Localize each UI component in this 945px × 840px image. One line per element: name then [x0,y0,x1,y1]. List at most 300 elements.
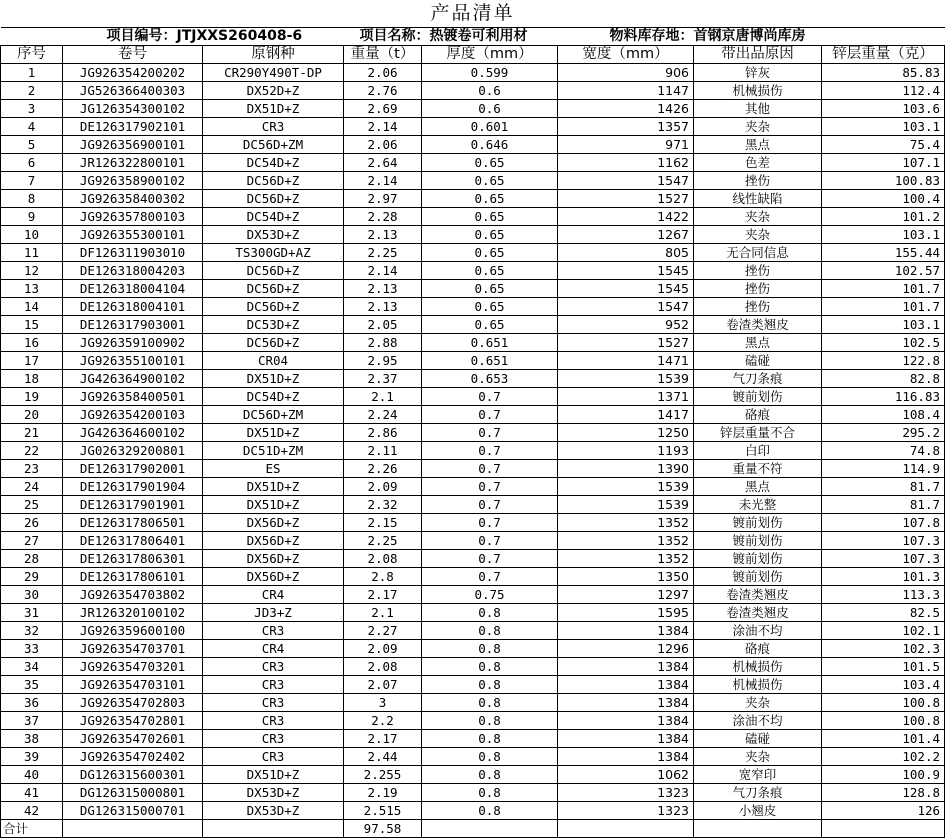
steel-grade: DC56D+Z [203,334,344,352]
zinc-coating-weight: 103.6 [822,100,945,118]
thickness: 0.8 [422,622,558,640]
coil-number: JG926354703802 [63,586,203,604]
width: 1352 [558,514,694,532]
defect-reason: 磕碰 [694,730,822,748]
zinc-coating-weight: 100.83 [822,172,945,190]
table-row [1,118,945,136]
steel-grade: DX56D+Z [203,514,344,532]
table-row [1,244,945,262]
row-index: 24 [1,478,63,496]
thickness: 0.7 [422,514,558,532]
zinc-coating-weight: 112.4 [822,82,945,100]
row-index: 2 [1,82,63,100]
table-row [1,478,945,496]
total-row [1,820,945,838]
steel-grade: DC53D+Z [203,316,344,334]
coil-number: JR126322800101 [63,154,203,172]
width: 1267 [558,226,694,244]
row-index: 23 [1,460,63,478]
table-row [1,424,945,442]
col-header-weight: 重量（t） [344,46,422,64]
weight: 2.11 [344,442,422,460]
steel-grade: DX53D+Z [203,784,344,802]
coil-number: JG526366400303 [63,82,203,100]
zinc-coating-weight: 102.57 [822,262,945,280]
weight: 2.1 [344,604,422,622]
steel-grade: DX52D+Z [203,82,344,100]
zinc-coating-weight: 114.9 [822,460,945,478]
row-index: 20 [1,406,63,424]
weight: 2.97 [344,190,422,208]
weight: 2.05 [344,316,422,334]
coil-number: JG926354702601 [63,730,203,748]
zinc-coating-weight: 82.8 [822,370,945,388]
row-index: 12 [1,262,63,280]
zinc-coating-weight: 74.8 [822,442,945,460]
zinc-coating-weight: 107.8 [822,514,945,532]
row-index: 14 [1,298,63,316]
steel-grade: CR3 [203,748,344,766]
zinc-coating-weight: 108.4 [822,406,945,424]
coil-number: DE126317902001 [63,460,203,478]
steel-grade: DC56D+ZM [203,406,344,424]
coil-number: JG926354702803 [63,694,203,712]
steel-grade: DX51D+Z [203,478,344,496]
defect-reason: 其他 [694,100,822,118]
table-row [1,136,945,154]
zinc-coating-weight: 100.8 [822,712,945,730]
zinc-coating-weight: 122.8 [822,352,945,370]
weight: 2.14 [344,262,422,280]
coil-number: JG026329200801 [63,442,203,460]
steel-grade: DX51D+Z [203,424,344,442]
width: 805 [558,244,694,262]
thickness: 0.651 [422,334,558,352]
thickness: 0.6 [422,100,558,118]
coil-number: JG926356900101 [63,136,203,154]
thickness: 0.65 [422,172,558,190]
defect-reason: 黑点 [694,478,822,496]
thickness: 0.65 [422,226,558,244]
thickness: 0.65 [422,208,558,226]
defect-reason: 锌层重量不合 [694,424,822,442]
table-row [1,154,945,172]
zinc-coating-weight: 102.1 [822,622,945,640]
thickness: 0.601 [422,118,558,136]
width: 1384 [558,730,694,748]
row-index: 25 [1,496,63,514]
steel-grade: DC56D+Z [203,190,344,208]
row-index: 1 [1,64,63,82]
row-index: 33 [1,640,63,658]
table-row [1,100,945,118]
defect-reason: 镀前划伤 [694,568,822,586]
zinc-coating-weight: 81.7 [822,478,945,496]
steel-grade: DX51D+Z [203,100,344,118]
steel-grade: DC56D+Z [203,262,344,280]
steel-grade: DC54D+Z [203,208,344,226]
defect-reason: 镀前划伤 [694,532,822,550]
weight: 2.28 [344,208,422,226]
row-index: 22 [1,442,63,460]
steel-grade: DC51D+ZM [203,442,344,460]
weight: 2.14 [344,172,422,190]
steel-grade: CR3 [203,730,344,748]
weight: 2.255 [344,766,422,784]
table-row [1,190,945,208]
zinc-coating-weight: 103.1 [822,118,945,136]
thickness: 0.8 [422,730,558,748]
defect-reason: 磕碰 [694,352,822,370]
thickness: 0.599 [422,64,558,82]
row-index: 11 [1,244,63,262]
thickness: 0.7 [422,532,558,550]
page-title: 产品清单 [1,0,945,28]
thickness: 0.7 [422,388,558,406]
table-row [1,802,945,820]
thickness: 0.7 [422,442,558,460]
table-row [1,550,945,568]
row-index: 18 [1,370,63,388]
steel-grade: CR3 [203,658,344,676]
coil-number: JG126354300102 [63,100,203,118]
steel-grade: DX56D+Z [203,550,344,568]
thickness: 0.653 [422,370,558,388]
weight: 2.1 [344,388,422,406]
width: 1384 [558,658,694,676]
width: 1422 [558,208,694,226]
table-row [1,298,945,316]
row-index: 16 [1,334,63,352]
steel-grade: DX53D+Z [203,802,344,820]
table-row [1,514,945,532]
defect-reason: 硌痕 [694,640,822,658]
project-name: 项目名称：热镀卷可利用材 [359,28,528,44]
width: 1547 [558,172,694,190]
col-header-steel-grade: 原钢种 [203,46,344,64]
coil-number: DE126318004104 [63,280,203,298]
warehouse-location: 物料库存地：首钢京唐博尚库房 [609,28,806,44]
weight: 2.2 [344,712,422,730]
col-header-width: 宽度（mm） [558,46,694,64]
weight: 2.27 [344,622,422,640]
col-header-index: 序号 [1,46,63,64]
thickness: 0.7 [422,496,558,514]
defect-reason: 夹杂 [694,118,822,136]
coil-number: JG426364600102 [63,424,203,442]
table-row [1,676,945,694]
table-row [1,208,945,226]
width: 1357 [558,118,694,136]
coil-number: JG926354200103 [63,406,203,424]
row-index: 34 [1,658,63,676]
table-row [1,604,945,622]
width: 1539 [558,496,694,514]
zinc-coating-weight: 101.3 [822,568,945,586]
weight: 3 [344,694,422,712]
zinc-coating-weight: 102.3 [822,640,945,658]
row-index: 28 [1,550,63,568]
width: 1062 [558,766,694,784]
row-index: 41 [1,784,63,802]
thickness: 0.65 [422,154,558,172]
zinc-coating-weight: 101.2 [822,208,945,226]
width: 1547 [558,298,694,316]
thickness: 0.65 [422,244,558,262]
defect-reason: 黑点 [694,136,822,154]
width: 1527 [558,190,694,208]
steel-grade: DX51D+Z [203,370,344,388]
width: 1250 [558,424,694,442]
zinc-coating-weight: 107.1 [822,154,945,172]
coil-number: DF126311903010 [63,244,203,262]
weight: 2.19 [344,784,422,802]
thickness: 0.8 [422,658,558,676]
width: 1384 [558,622,694,640]
table-row [1,640,945,658]
coil-number: JG926355100101 [63,352,203,370]
thickness: 0.8 [422,712,558,730]
table-row [1,316,945,334]
thickness: 0.8 [422,784,558,802]
header-row [1,46,945,64]
steel-grade: CR4 [203,586,344,604]
width: 1545 [558,280,694,298]
width: 1352 [558,532,694,550]
row-index: 40 [1,766,63,784]
width: 952 [558,316,694,334]
defect-reason: 卷渣类翘皮 [694,586,822,604]
coil-number: DE126317806101 [63,568,203,586]
zinc-coating-weight: 100.9 [822,766,945,784]
coil-number: DE126318004203 [63,262,203,280]
steel-grade: CR4 [203,640,344,658]
width: 1539 [558,478,694,496]
width: 1595 [558,604,694,622]
zinc-coating-weight: 100.8 [822,694,945,712]
weight: 2.14 [344,118,422,136]
defect-reason: 宽窄印 [694,766,822,784]
thickness: 0.7 [422,568,558,586]
coil-number: DE126317901901 [63,496,203,514]
table-row [1,334,945,352]
coil-number: DE126317901904 [63,478,203,496]
thickness: 0.7 [422,406,558,424]
row-index: 10 [1,226,63,244]
steel-grade: DC56D+ZM [203,136,344,154]
width: 1352 [558,550,694,568]
weight: 2.07 [344,676,422,694]
row-index: 29 [1,568,63,586]
weight: 2.08 [344,658,422,676]
weight: 2.13 [344,226,422,244]
width: 1371 [558,388,694,406]
col-header-reason: 带出品原因 [694,46,822,64]
coil-number: JR126320100102 [63,604,203,622]
zinc-coating-weight: 101.7 [822,298,945,316]
table-row [1,82,945,100]
total-weight: 97.58 [344,820,422,838]
width: 1539 [558,370,694,388]
weight: 2.13 [344,280,422,298]
width: 1384 [558,748,694,766]
width: 1350 [558,568,694,586]
table-row [1,64,945,82]
width: 1390 [558,460,694,478]
coil-number: JG926354703201 [63,658,203,676]
weight: 2.15 [344,514,422,532]
total-empty-cell [822,820,945,838]
zinc-coating-weight: 102.5 [822,334,945,352]
zinc-coating-weight: 82.5 [822,604,945,622]
defect-reason: 夹杂 [694,748,822,766]
thickness: 0.7 [422,478,558,496]
zinc-coating-weight: 85.83 [822,64,945,82]
defect-reason: 卷渣类翘皮 [694,316,822,334]
row-index: 17 [1,352,63,370]
steel-grade: CR3 [203,622,344,640]
coil-number: DG126315000701 [63,802,203,820]
weight: 2.95 [344,352,422,370]
table-row [1,226,945,244]
thickness: 0.8 [422,676,558,694]
project-number: 项目编号：JTJXXS260408-6 [106,28,303,44]
table-row [1,172,945,190]
weight: 2.37 [344,370,422,388]
table-row [1,748,945,766]
steel-grade: DX56D+Z [203,532,344,550]
table-row [1,370,945,388]
steel-grade: CR3 [203,118,344,136]
width: 1527 [558,334,694,352]
coil-number: DE126317806401 [63,532,203,550]
zinc-coating-weight: 81.7 [822,496,945,514]
width: 1384 [558,712,694,730]
row-index: 21 [1,424,63,442]
table-row [1,712,945,730]
coil-number: JG926354702801 [63,712,203,730]
defect-reason: 卷渣类翘皮 [694,604,822,622]
row-index: 31 [1,604,63,622]
row-index: 5 [1,136,63,154]
defect-reason: 挫伤 [694,298,822,316]
defect-reason: 小翘皮 [694,802,822,820]
coil-number: JG926355300101 [63,226,203,244]
weight: 2.25 [344,244,422,262]
total-label: 合计 [1,820,63,838]
defect-reason: 镀前划伤 [694,388,822,406]
coil-number: DE126317902101 [63,118,203,136]
coil-number: JG926354703101 [63,676,203,694]
defect-reason: 夹杂 [694,694,822,712]
thickness: 0.65 [422,280,558,298]
defect-reason: 夹杂 [694,208,822,226]
thickness: 0.7 [422,550,558,568]
row-index: 37 [1,712,63,730]
weight: 2.17 [344,586,422,604]
row-index: 26 [1,514,63,532]
steel-grade: ES [203,460,344,478]
defect-reason: 未光整 [694,496,822,514]
defect-reason: 白印 [694,442,822,460]
zinc-coating-weight: 107.3 [822,550,945,568]
defect-reason: 挫伤 [694,262,822,280]
thickness: 0.8 [422,694,558,712]
weight: 2.76 [344,82,422,100]
zinc-coating-weight: 103.1 [822,226,945,244]
table-row [1,496,945,514]
defect-reason: 线性缺陷 [694,190,822,208]
table-row [1,658,945,676]
table-row [1,622,945,640]
weight: 2.26 [344,460,422,478]
steel-grade: CR3 [203,712,344,730]
row-index: 19 [1,388,63,406]
steel-grade: CR3 [203,694,344,712]
coil-number: DE126317903001 [63,316,203,334]
row-index: 4 [1,118,63,136]
width: 906 [558,64,694,82]
row-index: 15 [1,316,63,334]
steel-grade: DC56D+Z [203,280,344,298]
row-index: 36 [1,694,63,712]
thickness: 0.7 [422,424,558,442]
zinc-coating-weight: 107.3 [822,532,945,550]
table-row [1,532,945,550]
width: 1471 [558,352,694,370]
weight: 2.88 [344,334,422,352]
row-index: 35 [1,676,63,694]
weight: 2.08 [344,550,422,568]
row-index: 7 [1,172,63,190]
weight: 2.8 [344,568,422,586]
table-row [1,406,945,424]
coil-number: JG926354702402 [63,748,203,766]
defect-reason: 机械损伤 [694,82,822,100]
thickness: 0.8 [422,802,558,820]
steel-grade: DC54D+Z [203,154,344,172]
total-empty-cell [63,820,203,838]
defect-reason: 气刀条痕 [694,784,822,802]
row-index: 42 [1,802,63,820]
weight: 2.17 [344,730,422,748]
coil-number: DG126315600301 [63,766,203,784]
coil-number: DE126317806501 [63,514,203,532]
defect-reason: 机械损伤 [694,676,822,694]
width: 1297 [558,586,694,604]
width: 1417 [558,406,694,424]
defect-reason: 挫伤 [694,172,822,190]
weight: 2.86 [344,424,422,442]
row-index: 6 [1,154,63,172]
steel-grade: DC56D+Z [203,298,344,316]
defect-reason: 挫伤 [694,280,822,298]
coil-number: JG926358400501 [63,388,203,406]
total-empty-cell [558,820,694,838]
width: 1147 [558,82,694,100]
width: 1384 [558,676,694,694]
row-index: 38 [1,730,63,748]
thickness: 0.8 [422,748,558,766]
total-empty-cell [422,820,558,838]
steel-grade: DX53D+Z [203,226,344,244]
steel-grade: DX56D+Z [203,568,344,586]
weight: 2.69 [344,100,422,118]
row-index: 39 [1,748,63,766]
coil-number: JG926359600100 [63,622,203,640]
thickness: 0.75 [422,586,558,604]
width: 1193 [558,442,694,460]
